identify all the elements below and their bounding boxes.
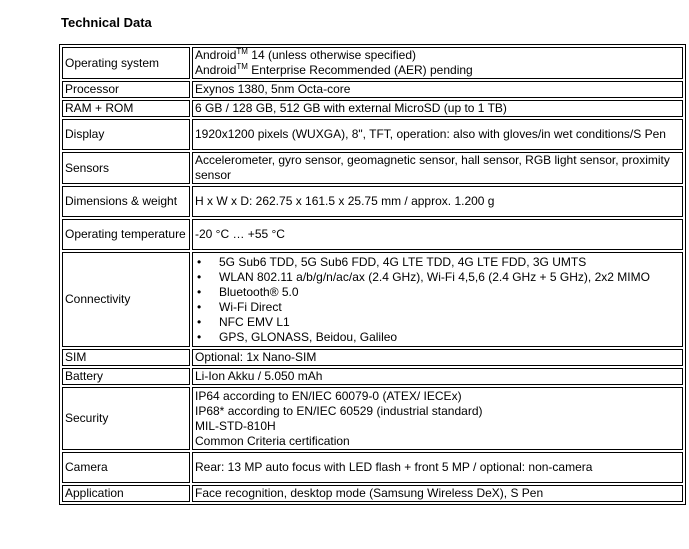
list-item: • WLAN 802.11 a/b/g/n/ac/ax (2.4 GHz), Wi-Fi 4,5,6 (2.4 GHz + 5 GHz), 2x2 MIMO <box>197 269 650 284</box>
spec-value-line: Exynos 1380, 5nm Octa-core <box>195 82 351 96</box>
bullet-icon: • <box>197 329 202 344</box>
spec-label: Operating system <box>62 47 190 79</box>
spec-value <box>192 387 683 450</box>
spec-value-line: 6 GB / 128 GB, 512 GB with external MicroSD (up to 1 TB) <box>195 101 507 115</box>
spec-label: RAM + ROM <box>62 100 190 117</box>
spec-value <box>192 186 683 217</box>
spec-value-line: H x W x D: 262.75 x 161.5 x 25.75 mm / approx. 1.200 g <box>195 194 495 208</box>
spec-value <box>192 452 683 483</box>
list-item: • Wi-Fi Direct <box>197 299 282 314</box>
spec-value-line: Common Criteria certification <box>195 433 350 448</box>
spec-value <box>192 81 683 98</box>
spec-label: Camera <box>62 452 190 483</box>
spec-value <box>192 368 683 385</box>
spec-label: Dimensions & weight <box>62 186 190 217</box>
bullet-icon: • <box>197 284 202 299</box>
spec-value <box>192 119 683 150</box>
connectivity-list <box>195 255 680 345</box>
spec-value-line: Face recognition, desktop mode (Samsung Wireless DeX), S Pen <box>195 486 544 500</box>
spec-value <box>192 252 683 347</box>
list-item: • GPS, GLONASS, Beidou, Galileo <box>197 329 398 344</box>
spec-row <box>62 186 683 217</box>
spec-row <box>62 152 683 184</box>
spec-label: Battery <box>62 368 190 385</box>
spec-row <box>62 47 683 79</box>
bullet-icon: • <box>197 314 202 329</box>
list-item: • 5G Sub6 TDD, 5G Sub6 FDD, 4G LTE TDD, 4G LTE FDD, 3G UMTS <box>197 254 587 269</box>
spec-row <box>62 485 683 502</box>
spec-label: Processor <box>62 81 190 98</box>
spec-row <box>62 252 683 347</box>
bullet-icon: • <box>197 254 202 269</box>
spec-row <box>62 368 683 385</box>
spec-value <box>192 485 683 502</box>
spec-value-line: Optional: 1x Nano-SIM <box>195 350 317 364</box>
page-title: Technical Data <box>61 15 152 30</box>
spec-value-line: IP68* according to EN/IEC 60529 (industrial standard) <box>195 403 483 418</box>
spec-label: Application <box>62 485 190 502</box>
spec-label: SIM <box>62 349 190 366</box>
trademark-superscript: TM <box>236 62 248 71</box>
spec-row <box>62 452 683 483</box>
spec-value <box>192 152 683 184</box>
spec-value-line: MIL-STD-810H <box>195 418 276 433</box>
spec-row <box>62 349 683 366</box>
technical-data-table <box>59 44 686 505</box>
technical-data-table-body <box>62 47 683 502</box>
spec-value <box>192 100 683 117</box>
spec-value-line: IP64 according to EN/IEC 60079-0 (ATEX/ IECEx) <box>195 388 462 403</box>
spec-row <box>62 387 683 450</box>
spec-value-line: Rear: 13 MP auto focus with LED flash + front 5 MP / optional: non-camera <box>195 460 593 474</box>
bullet-icon: • <box>197 299 202 314</box>
trademark-superscript: TM <box>236 47 248 56</box>
spec-row <box>62 219 683 250</box>
spec-label: Operating temperature <box>62 219 190 250</box>
spec-row <box>62 100 683 117</box>
spec-value-line: Android™ Enterprise Recommended (AER) pending <box>195 62 473 77</box>
spec-value-line: Accelerometer, gyro sensor, geomagnetic sensor, hall sensor, RGB light sensor, proximity sensor <box>195 153 670 182</box>
spec-label: Security <box>62 387 190 450</box>
list-item: • NFC EMV L1 <box>197 314 290 329</box>
spec-row <box>62 119 683 150</box>
spec-value-line: Li-Ion Akku / 5.050 mAh <box>195 369 323 383</box>
spec-label: Sensors <box>62 152 190 184</box>
list-item: • Bluetooth® 5.0 <box>197 284 299 299</box>
spec-value-line: -20 °C … +55 °C <box>195 227 285 241</box>
spec-value <box>192 47 683 79</box>
spec-row <box>62 81 683 98</box>
spec-value-line: Android™ 14 (unless otherwise specified) <box>195 47 417 62</box>
spec-value-line: 1920x1200 pixels (WUXGA), 8", TFT, operation: also with gloves/in wet conditions/S Pen <box>195 127 666 141</box>
spec-label: Connectivity <box>62 252 190 347</box>
spec-value <box>192 219 683 250</box>
spec-value <box>192 349 683 366</box>
bullet-icon: • <box>197 269 202 284</box>
spec-label: Display <box>62 119 190 150</box>
